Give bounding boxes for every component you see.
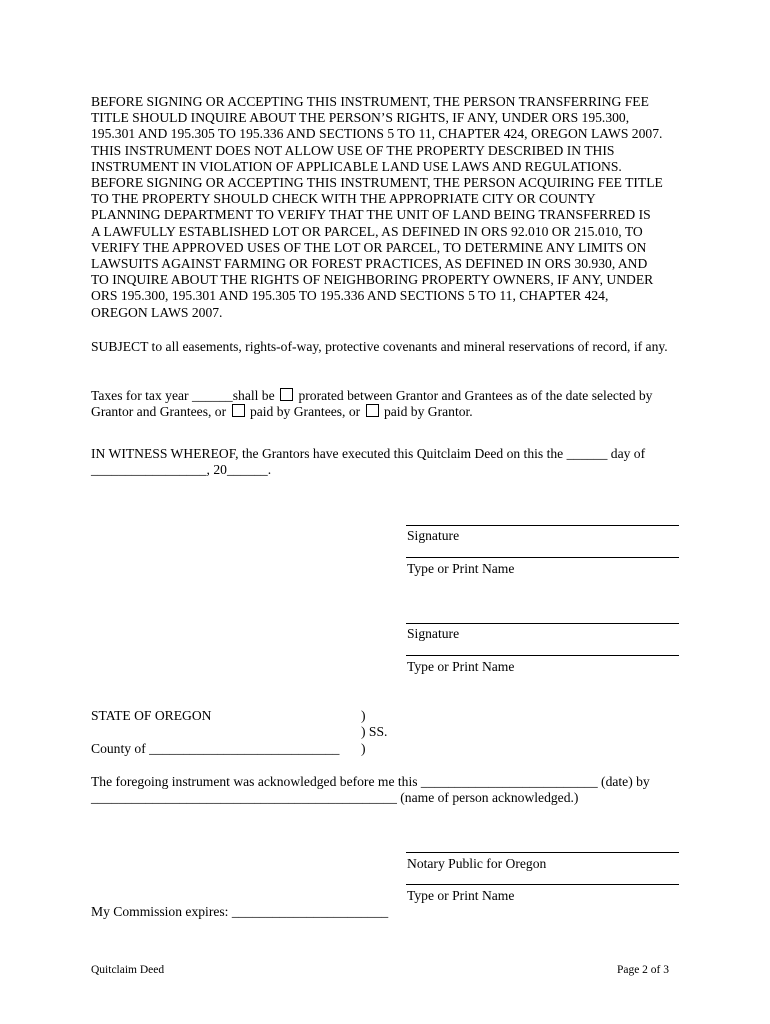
page-number: Page 2 of 3 xyxy=(616,964,669,976)
signature-line[interactable] xyxy=(406,623,679,624)
warning-line: LAWSUITS AGAINST FARMING OR FOREST PRACTICES, AS DEFINED IN ORS 30.930, AND xyxy=(91,256,648,272)
acknowledgment-line: The foregoing instrument was acknowledged before me this __________________________ (date) by xyxy=(91,774,650,789)
warning-line: INSTRUMENT IN VIOLATION OF APPLICABLE LAND USE LAWS AND REGULATIONS. xyxy=(91,158,622,174)
warning-line: TO THE PROPERTY SHOULD CHECK WITH THE APPROPRIATE CITY OR COUNTY xyxy=(91,191,596,207)
warning-block xyxy=(91,94,691,321)
warning-line: A LAWFULLY ESTABLISHED LOT OR PARCEL, AS DEFINED IN ORS 92.010 OR 215.010, TO xyxy=(91,223,643,239)
venue-paren: ) xyxy=(361,708,366,723)
venue-paren: ) xyxy=(361,741,366,756)
warning-line: ORS 195.300, 195.301 AND 195.305 TO 195.336 AND SECTIONS 5 TO 11, CHAPTER 424, xyxy=(91,288,609,304)
paid-by-grantees-checkbox[interactable] xyxy=(232,404,245,417)
acknowledgment-line: _____________________________________________ (name of person acknowledged.) xyxy=(91,790,579,805)
print-name-label: Type or Print Name xyxy=(407,659,515,674)
taxes-text: Taxes for tax year ______shall be xyxy=(91,388,275,403)
notary-print-name-line[interactable] xyxy=(406,884,679,885)
signature-label: Signature xyxy=(407,528,460,543)
witness-line: _________________, 20______. xyxy=(91,462,272,478)
warning-line: VERIFY THE APPROVED USES OF THE LOT OR PARCEL, TO DETERMINE ANY LIMITS ON xyxy=(91,239,647,255)
warning-line: PLANNING DEPARTMENT TO VERIFY THAT THE UNIT OF LAND BEING TRANSFERRED IS xyxy=(91,207,651,223)
subject-clause: SUBJECT to all easements, rights-of-way, protective covenants and mineral reservations of record, if any. xyxy=(91,339,668,354)
state-label: STATE OF OREGON xyxy=(91,708,212,723)
warning-line: TITLE SHOULD INQUIRE ABOUT THE PERSON’S RIGHTS, IF ANY, UNDER ORS 195.300, xyxy=(91,110,630,126)
notary-label: Notary Public for Oregon xyxy=(407,856,547,871)
warning-line: BEFORE SIGNING OR ACCEPTING THIS INSTRUMENT, THE PERSON ACQUIRING FEE TITLE xyxy=(91,175,663,191)
taxes-text: Grantor and Grantees, or xyxy=(91,404,227,420)
taxes-text: prorated between Grantor and Grantees as of the date selected by xyxy=(295,388,653,403)
commission-expires-field[interactable]: My Commission expires: _______________________ xyxy=(91,904,389,919)
taxes-clause xyxy=(91,388,681,420)
print-name-line[interactable] xyxy=(406,557,679,558)
warning-line: THIS INSTRUMENT DOES NOT ALLOW USE OF THE PROPERTY DESCRIBED IN THIS xyxy=(91,142,615,158)
county-field[interactable]: County of ____________________________ xyxy=(91,741,340,756)
taxes-text: paid by Grantees, or xyxy=(246,404,361,420)
paid-by-grantor-checkbox[interactable] xyxy=(366,404,379,417)
warning-line: TO INQUIRE ABOUT THE RIGHTS OF NEIGHBORING PROPERTY OWNERS, IF ANY, UNDER xyxy=(91,272,654,288)
warning-line: BEFORE SIGNING OR ACCEPTING THIS INSTRUMENT, THE PERSON TRANSFERRING FEE xyxy=(91,94,649,109)
taxes-text: paid by Grantor. xyxy=(380,404,473,420)
notary-print-name-label: Type or Print Name xyxy=(407,888,515,903)
warning-line: OREGON LAWS 2007. xyxy=(91,304,223,320)
notary-signature-line[interactable] xyxy=(406,852,679,853)
prorated-checkbox[interactable] xyxy=(280,388,293,401)
signature-line[interactable] xyxy=(406,525,679,526)
print-name-label: Type or Print Name xyxy=(407,561,515,576)
warning-line: 195.301 AND 195.305 TO 195.336 AND SECTIONS 5 TO 11, CHAPTER 424, OREGON LAWS 2007. xyxy=(91,126,663,142)
footer-title: Quitclaim Deed xyxy=(91,964,165,976)
ss-label: ) SS. xyxy=(361,724,388,739)
witness-line: IN WITNESS WHEREOF, the Grantors have executed this Quitclaim Deed on this the ______ day of xyxy=(91,446,646,461)
witness-clause xyxy=(91,446,681,478)
signature-label: Signature xyxy=(407,626,460,641)
print-name-line[interactable] xyxy=(406,655,679,656)
